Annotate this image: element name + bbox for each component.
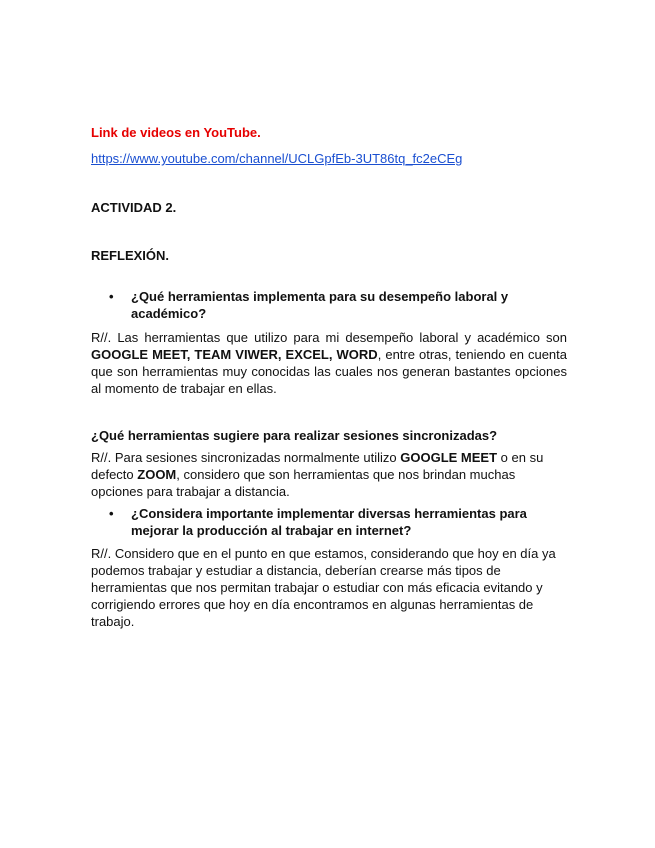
- question-1: ¿Qué herramientas implementa para su desempeño laboral y académico?: [131, 289, 509, 321]
- answer-2-suffix: , considero que son herramientas que nos brindan muchas opciones para trabajar a distancia.: [91, 467, 516, 499]
- question-2: ¿Qué herramientas sugiere para realizar sesiones sincronizadas?: [91, 428, 498, 443]
- bullet-icon: •: [109, 506, 114, 521]
- answer-1-tools: GOOGLE MEET, TEAM VIWER, EXCEL, WORD: [91, 347, 378, 362]
- answer-1: [91, 329, 567, 397]
- youtube-channel-link[interactable]: https://www.youtube.com/channel/UCLGpfEb-3UT86tq_fc2eCEg: [91, 151, 463, 166]
- bullet-icon: •: [109, 289, 114, 304]
- answer-2-middle: o en su defecto: [91, 450, 544, 482]
- youtube-links-title: Link de videos en YouTube.: [91, 125, 261, 140]
- activity-heading: ACTIVIDAD 2.: [91, 200, 177, 215]
- answer-2-tool-2: ZOOM: [137, 467, 177, 482]
- answer-2: [91, 449, 551, 500]
- reflection-heading: REFLEXIÓN.: [91, 248, 170, 263]
- answer-2-tool-1: GOOGLE MEET: [400, 450, 498, 465]
- answer-1-prefix: R//. Las herramientas que utilizo para mi desempeño laboral y académico son: [91, 330, 567, 345]
- answer-2-prefix: R//. Para sesiones sincronizadas normalmente utilizo: [91, 450, 401, 465]
- question-3: ¿Considera importante implementar diversas herramientas para mejorar la producción al trabajar en internet?: [131, 506, 527, 538]
- answer-1-suffix: , entre otras, teniendo en cuenta que son herramientas muy conocidas las cuales nos generan bastantes opciones al momento de trabajar en ellas.: [91, 347, 567, 396]
- answer-3: R//. Considero que en el punto en que estamos, considerando que hoy en día ya podemos trabajar y estudiar a distancia, deberían crearse más tipos de herramientas que nos permitan trabajar o estudiar con más eficacia evitando y corrigiendo errores que hoy en día encontramos en algunas herramientas de trabajo.: [91, 546, 556, 629]
